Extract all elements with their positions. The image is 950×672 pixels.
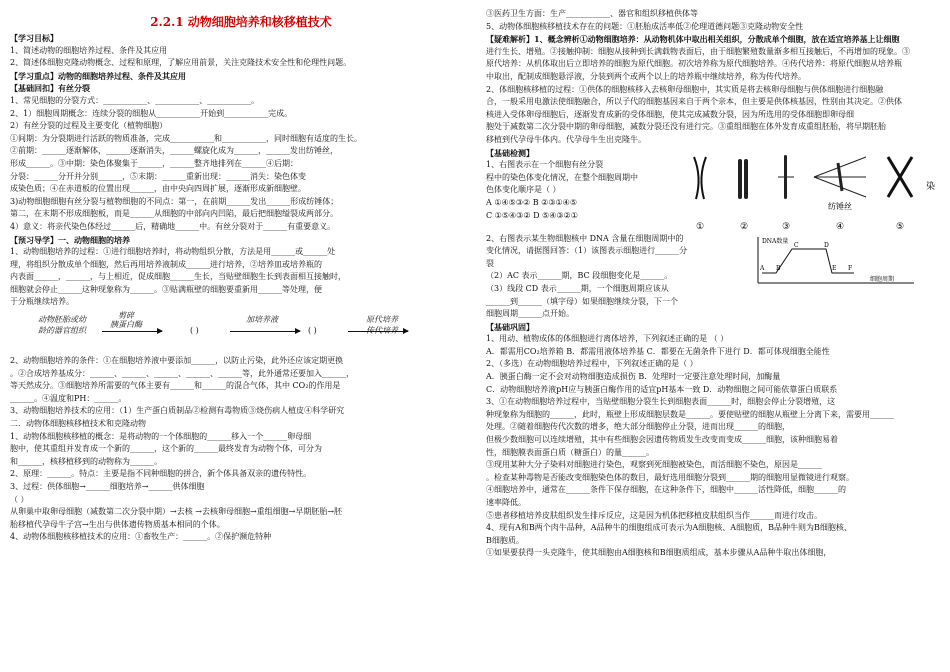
- check-q1-line: 1、右图表示在一个细胞有丝分裂: [486, 160, 604, 170]
- flow-arrow-label-1: 剪碎: [118, 311, 134, 321]
- text-line: ①如果要获得一头克隆牛，使其细胞由A细胞核和B细胞质组成，基本步骤从A品种牛取出体细胞，: [486, 548, 832, 558]
- text-line: 3、动物细胞培养技术的应用：（1）生产蛋白质制品②检测有毒物质③烧伤病人植皮④科学研究: [10, 406, 345, 416]
- dna-content-graph: [714, 235, 934, 285]
- right-text-block-2: [486, 321, 942, 560]
- text-line: 2、体细胞核移植的过程：①供体的细胞核移入去核卵母细胞中，其实质是将去核卵母细胞与供体细胞进行细胞融: [486, 84, 884, 94]
- graph-point-f: F: [848, 264, 853, 272]
- spindle-figure: [814, 157, 866, 197]
- flow-arrow-label-2: 加培养液: [246, 315, 278, 325]
- text-line: 4）意义：将亲代染色体经过______后，精确地______中。有丝分裂对于______有重要意义。: [10, 221, 336, 231]
- text-line: 1、用动、植物成体的体细胞进行离体培养，下列叙述正确的是 （ ）: [486, 334, 729, 344]
- text-line: 理，将组织分散成单个细胞，然后再用培养液制成______进行培养，②培养皿或培养瓶的: [10, 259, 322, 269]
- right-text-block: [486, 8, 942, 147]
- check-q2-line: （3）线段 CD 表示______期，一个细胞周期应该从: [486, 283, 669, 293]
- text-line: 1、动物体细胞核移植的概念：是将动物的一个体细胞的______移入一个______卵母细: [10, 431, 312, 441]
- chromosome-2: [738, 159, 748, 199]
- flow-node-tissue-2: 龄的器官组织: [38, 326, 86, 336]
- check-q2-line: 裂: [486, 258, 494, 268]
- figure-num-3: ③: [782, 221, 791, 232]
- text-line: 【基础回扣】有丝分裂: [10, 83, 90, 94]
- text-line: 2、（多选）在动物细胞培养过程中，下列叙述正确的是（ ）: [486, 359, 698, 369]
- text-line: 细胞就会停止______这种现象称为______。③贴满瓶壁的细胞要重新用______等处理，便: [10, 284, 322, 294]
- check-q1-options: C ①⑤④③② D ⑤④③②①: [486, 210, 578, 220]
- text-line: 【疑难解析】1、概念辨析①动物细胞培养：从动物机体中取出相关组织，分散成单个细胞，放在适宜培养基上让细胞: [486, 34, 900, 45]
- text-line: A．都需用CO₂培养箱 B．都需用液体培养基 C．都要在无菌条件下进行 D．都可体现细胞全能性: [486, 346, 830, 356]
- text-line: 5、动物体细胞核移植技术存在的问题：①胚胎成活率低②伦理道德问题③克隆动物安全性: [486, 21, 804, 31]
- text-line: 【预习导学】一、动物细胞的培养: [10, 234, 130, 245]
- text-line: ______。④温度和PH：______。: [10, 393, 127, 403]
- text-line: 移植到代孕母牛体内。代孕母牛生出克隆牛。: [486, 134, 646, 144]
- text-line: 【基础巩固】: [486, 321, 534, 332]
- flow-arrow-label-1b: 胰蛋白酶: [110, 320, 142, 330]
- flow-blank-1: ( ): [190, 326, 199, 336]
- check-q1-options: A ①④⑤③② B ②③①④⑤: [486, 197, 578, 207]
- text-line: 合，一般采用电激法使细胞融合，所以子代的细胞基因来自于两个亲本，但主要是供体核基因，性别由其决定。②供体: [486, 97, 902, 107]
- flow-arrow-2: [230, 331, 300, 332]
- check-q1-line: 程中的染色体变化情况，在整个细胞周期中: [486, 172, 638, 182]
- text-line: ②前期：______逐渐解体，______逐渐消失，______螺旋化成为______，______发出纺锤丝，: [10, 146, 338, 156]
- text-line: ③现用某种大分子染料对细胞进行染色，观察到死细胞被染色，而活细胞不染色，原因是______: [486, 460, 822, 470]
- text-line: 形成______。③中期：染色体聚集于______，______整齐地排列在______④后期：: [10, 158, 298, 168]
- chromosome-1: [694, 157, 706, 199]
- page-title: 2.2.1 动物细胞培养和核移植技术: [150, 15, 332, 29]
- text-line: （ ）: [10, 494, 29, 504]
- text-line: 【学习目标】: [10, 33, 58, 43]
- check-q2-line: （2）AC 表示______期，BC 段细胞变化是______。: [486, 271, 673, 281]
- check-q2-line: 变化情况，请据图回答：（1）该图表示细胞进行______分: [486, 246, 688, 256]
- text-line: 1、动物细胞培养的过程：①进行细胞培养时，将动物组织分散，方法是用______或______处: [10, 247, 336, 257]
- text-line: 进行生长、增殖。②接触抑制：细胞从接种到长满载物表面后，由于细胞繁殖数量渐多相互接触后，不再增加的现象。③: [486, 46, 910, 56]
- check-heading: 【基础检测】: [486, 147, 534, 158]
- text-line: 分裂：______分开并分别______，⑤末期：______重新出现：______消失：染色体变: [10, 171, 306, 181]
- left-column: [10, 8, 472, 544]
- graph-x-label: 细胞周期: [870, 275, 895, 283]
- text-line: 二．动物体细胞核移植技术和克隆动物: [10, 419, 146, 429]
- basic-check-section: [486, 147, 942, 285]
- graph-y-label: DNA数量: [762, 237, 789, 245]
- text-line: 内表面______，______，与上相近，促成细胞______生长，当贴壁细胞生长到表面相互接触时，: [10, 272, 346, 282]
- text-line: ①间期：为分裂期进行活跃的物质准备，完成___________和___________，同时细胞有适度的生长。: [10, 133, 362, 143]
- right-column: [486, 8, 942, 560]
- text-line: 核进入受体卵母细胞后，逐渐发育成新的受体细胞，使其完成减数分裂，因为所选用的受体细胞即卵母细: [486, 109, 854, 119]
- text-line: 2、动物细胞培养的条件：①在细胞培养液中要添加______，以防止污染，此外还应该定期更换: [10, 356, 344, 366]
- flow-arrow-1: [102, 331, 162, 332]
- text-line: 原代培养：从机体取出后立即培养的细胞为原代细胞。初次培养称为原代细胞培养。④传代培养：将原代细胞从培养瓶: [486, 59, 902, 69]
- text-line: C．动物细胞培养液pH应与胰蛋白酶作用的适宜pH基本一致 D．动物细胞之间可能依靠蛋白质联系: [486, 384, 838, 394]
- figure-num-5: ⑤: [896, 221, 905, 232]
- left-text-block: [10, 32, 472, 309]
- figure-num-1: ①: [696, 221, 705, 232]
- check-q2-line: ______到______（填字母）如果细胞继续分裂，下一个: [486, 296, 678, 306]
- text-line: 胞中，使其重组并发育成一个新的______，这个新的______最终发育为动物个体，可分为: [10, 444, 322, 454]
- text-line: 种现象称为细胞的______，此时，瓶壁上形成细胞层数是______。要使贴壁的细胞从瓶壁上分离下来，需要用______: [486, 409, 894, 419]
- flow-blank-2: ( ): [308, 326, 317, 336]
- text-line: 4、现有A和B两个肉牛品种，A品种牛的细胞组成可表示为A细胞核、A细胞质，B品种牛则为B细胞核、: [486, 523, 852, 533]
- text-line: A．胰蛋白酶一定不会对动物细胞造成损伤 B．处理时一定要注意处理时间，加酶量: [486, 372, 781, 382]
- text-line: 4、动物体细胞核移植技术的应用：①畜牧生产：______。②保护濒危特种: [10, 532, 272, 542]
- text-line: 1、简述动物的细胞培养过程、条件及其应用: [10, 45, 168, 55]
- text-line: 等天然成分。③细胞培养所需要的气体主要有______和______的混合气体，其中 CO₂的作用是: [10, 381, 341, 391]
- figure-num-2: ②: [740, 221, 749, 232]
- text-line: 于分瓶继续培养。: [10, 297, 74, 307]
- text-line: 处理。②随着细胞传代次数的增多，绝大部分细胞停止分裂，进而出现______的细胞，: [486, 422, 790, 432]
- check-q1-line: 色体变化顺序是（ ）: [486, 185, 561, 195]
- graph-point-e: E: [832, 264, 837, 272]
- text-line: 1、常见细胞的分裂方式：___________、___________、___________。: [10, 95, 260, 105]
- text-line: 3、①在动物细胞培养过程中，当贴壁细胞分裂生长到细胞表面______时，细胞会停止分裂增殖，这: [486, 397, 836, 407]
- chromosome-figure: [676, 147, 938, 239]
- flow-arrow-3: [348, 331, 408, 332]
- left-text-block-2: [10, 355, 472, 544]
- text-line: 第二，在末期不形成细胞板，而是______从细胞的中部向内凹陷，最后把细胞缢裂成两部分。: [10, 209, 338, 219]
- text-line: ⑤患者移植培养皮肤组织发生排斥反应，这是因为机体把移植皮肤组织当作______而进行攻击。: [486, 510, 822, 520]
- text-line: 从卵巢中取卵母细胞（减数第二次分裂中期）→去核 →去核卵母细胞→重组细胞→早期胚胎→胚: [10, 507, 343, 517]
- chromosome-3: [778, 155, 794, 199]
- side-char: 染: [926, 181, 936, 192]
- check-q2-line: 细胞周期______点开始。: [486, 309, 574, 319]
- culture-flow-diagram: [10, 309, 472, 355]
- text-line: ④细胞培养中，通常在______条件下保存细胞，在这种条件下，细胞中______活性降低，细胞______的: [486, 485, 846, 495]
- flow-node-tissue-1: 动物胚胎或幼: [38, 315, 86, 325]
- spindle-label: 纺锤丝: [828, 201, 852, 211]
- text-line: 3)动物细胞细胞有丝分裂与植物细胞的不同点：第一，在前期______发出______形成纺锤体；: [10, 196, 339, 206]
- text-line: 【学习重点】动物的细胞培养过程、条件及其应用: [10, 70, 186, 81]
- text-line: 胞处于减数第二次分裂中期的卵母细胞，减数分裂还没有进行完。③重组细胞在体外发育成重组胚胎，将早期胚胎: [486, 122, 886, 132]
- chromosome-5: [888, 157, 912, 197]
- text-line: 。②合成培养基成分：______、______、______、______、______等，此外通常还要加入______，: [10, 368, 354, 378]
- figure-num-4: ④: [836, 221, 845, 232]
- graph-point-c: C: [794, 241, 799, 249]
- text-line: 2、1）细胞周期概念：连续分裂的细胞从___________开始到___________完成。: [10, 108, 293, 118]
- text-line: ③医药卫生方面：生产___________、器官和组织移植供体等: [486, 9, 698, 18]
- text-line: 和______，核移植移到的动物称为______。: [10, 456, 162, 466]
- text-line: 2、简述体细胞克隆动物概念、过程和原理，了解应用前景，关注克隆技术安全性和伦理性问题。: [10, 58, 352, 68]
- text-line: 。检查某种毒物是否能改变细胞染色体的数目，最好选用细胞分裂到______期的细胞用显微镜进行观察。: [486, 472, 854, 482]
- text-line: 成染色质；④在赤道板的位置出现______，由中央向四周扩展，逐渐形成新细胞壁。: [10, 184, 306, 194]
- flow-node-primary: 原代培养: [366, 315, 398, 325]
- text-line: 胎移植代孕母牛子宫→生出与供体遗传物质基本相同的个体。: [10, 519, 225, 529]
- text-line: 速率降低。: [486, 498, 526, 507]
- graph-point-d: D: [824, 241, 829, 249]
- text-line: 3、过程：供体细胞→______细胞培养→______供体细胞: [10, 482, 205, 491]
- text-line: 2、原理：______。特点：主要是指不同种细胞的拼合，新个体具备双亲的遗传特性。: [10, 469, 312, 479]
- text-line: B细胞质。: [486, 535, 524, 545]
- graph-point-a: A: [760, 264, 765, 272]
- graph-point-b: B: [776, 264, 781, 272]
- text-line: 2）有丝分裂的过程及主要变化（植物细胞）: [10, 121, 168, 131]
- text-line: 中取出，配制成细胞悬浮液，分装到两个或两个以上的培养瓶中继续培养，称为传代培养。: [486, 71, 806, 81]
- text-line: 但极少数细胞可以连续增殖，其中有些细胞会因遗传物质发生改变而变成______细胞，该种细胞易着: [486, 435, 838, 445]
- check-q2-line: 2、右图表示某生物细胞核中 DNA 含量在细胞周期中的: [486, 233, 684, 243]
- text-line: 性，细胞膜表面蛋白质（糖蛋白）的量______。: [486, 447, 654, 457]
